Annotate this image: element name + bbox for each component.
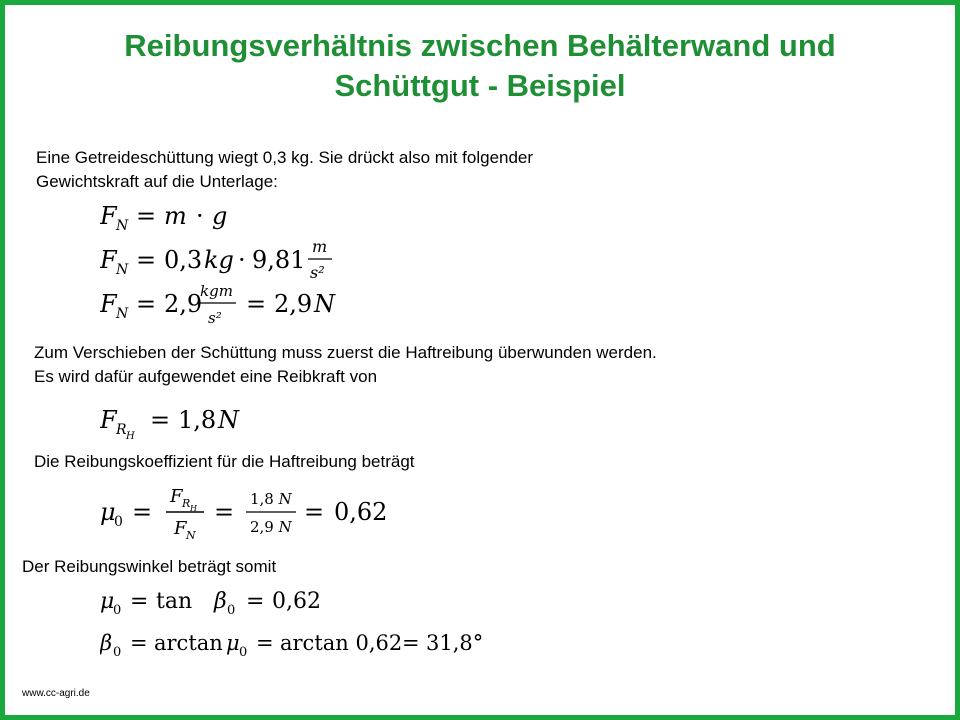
svg-text:m: m	[164, 202, 187, 230]
title-line-1: Reibungsverhältnis zwischen Behälterwand und	[124, 28, 836, 63]
svg-text:=: =	[256, 631, 274, 655]
svg-text:0: 0	[227, 603, 236, 618]
svg-text:β: β	[100, 631, 113, 655]
svg-text:m: m	[312, 238, 328, 256]
svg-text:F: F	[100, 290, 117, 318]
svg-text:9,81: 9,81	[252, 246, 306, 274]
svg-text:0: 0	[113, 645, 122, 660]
paragraph-coefficient: Die Reibungskoeffizient für die Haftreibung beträgt	[34, 452, 415, 471]
svg-text:=: =	[132, 498, 153, 526]
formula-friction-angle	[100, 626, 500, 664]
svg-text:·: ·	[238, 246, 246, 274]
svg-text:1,8: 1,8	[178, 406, 217, 434]
svg-text:H: H	[126, 431, 135, 442]
svg-text:=: =	[246, 589, 265, 614]
svg-text:0,62: 0,62	[272, 589, 321, 614]
svg-text:N: N	[218, 406, 239, 434]
svg-text:=: =	[304, 498, 325, 526]
paragraph-weight-line-2: Gewichtskraft auf die Unterlage:	[36, 172, 278, 191]
svg-text:=: =	[402, 631, 420, 655]
svg-text:31,8°: 31,8°	[426, 631, 484, 655]
svg-text:β: β	[214, 589, 227, 614]
svg-text:N: N	[186, 529, 196, 542]
svg-text:0: 0	[114, 514, 123, 530]
svg-text:F: F	[100, 406, 117, 434]
svg-text:=: =	[136, 246, 157, 274]
formula-friction-force	[100, 400, 300, 444]
paragraph-weight-line-1: Eine Getreideschüttung wiegt 0,3 kg. Sie drückt also mit folgender	[36, 148, 534, 167]
slide-title	[20, 26, 940, 106]
svg-text:R: R	[116, 422, 127, 438]
svg-text:2,9 N: 2,9 N	[250, 518, 292, 536]
svg-text:=: =	[150, 406, 171, 434]
svg-text:2,9: 2,9	[274, 290, 313, 318]
formula-tan-relation	[100, 584, 340, 622]
svg-text:R: R	[182, 497, 191, 510]
svg-text:s²: s²	[310, 263, 325, 282]
svg-text:0,3: 0,3	[164, 246, 203, 274]
title-line-2: Schüttgut - Beispiel	[334, 68, 626, 103]
svg-text:kg: kg	[204, 246, 234, 274]
svg-text:0: 0	[113, 603, 122, 618]
svg-text:kgm: kgm	[200, 282, 233, 300]
svg-text:s²: s²	[208, 309, 222, 327]
svg-text:2,9: 2,9	[164, 290, 203, 318]
svg-text:arctan: arctan	[154, 631, 223, 655]
svg-text:=: =	[136, 202, 157, 230]
formula-friction-coefficient	[100, 482, 400, 544]
svg-text:F: F	[174, 518, 187, 539]
svg-text:=: =	[136, 290, 157, 318]
svg-text:·: ·	[196, 202, 204, 230]
svg-text:=: =	[214, 498, 235, 526]
svg-text:N: N	[116, 218, 129, 234]
formula-weight-values	[100, 238, 360, 288]
svg-text:N: N	[314, 290, 335, 318]
svg-text:g: g	[212, 202, 228, 230]
svg-text:F: F	[170, 486, 183, 507]
footer-website: www.cc-agri.de	[22, 688, 90, 699]
svg-text:=: =	[246, 290, 267, 318]
svg-text:F: F	[100, 202, 117, 230]
paragraph-friction-force	[34, 341, 657, 389]
paragraph-angle: Der Reibungswinkel beträgt somit	[22, 557, 277, 576]
svg-text:N: N	[116, 262, 129, 278]
svg-text:0,62: 0,62	[334, 498, 388, 526]
formula-normal-force	[100, 198, 300, 236]
svg-text:arctan 0,62: arctan 0,62	[280, 631, 403, 655]
svg-text:=: =	[130, 589, 149, 614]
formula-weight-result	[100, 282, 380, 332]
svg-text:F: F	[100, 246, 117, 274]
svg-text:μ: μ	[226, 631, 240, 655]
svg-text:N: N	[116, 306, 129, 322]
svg-text:μ: μ	[100, 589, 115, 614]
svg-text:0: 0	[239, 645, 248, 660]
svg-text:=: =	[130, 631, 148, 655]
paragraph-friction-line-1: Zum Verschieben der Schüttung muss zuerst die Haftreibung überwunden werden.	[34, 343, 657, 362]
svg-text:tan: tan	[156, 589, 193, 614]
svg-text:μ: μ	[100, 498, 116, 526]
svg-text:1,8 N: 1,8 N	[250, 490, 292, 508]
paragraph-weight	[36, 146, 533, 194]
svg-text:H: H	[190, 504, 197, 513]
paragraph-friction-line-2: Es wird dafür aufgewendet eine Reibkraft von	[34, 367, 378, 386]
